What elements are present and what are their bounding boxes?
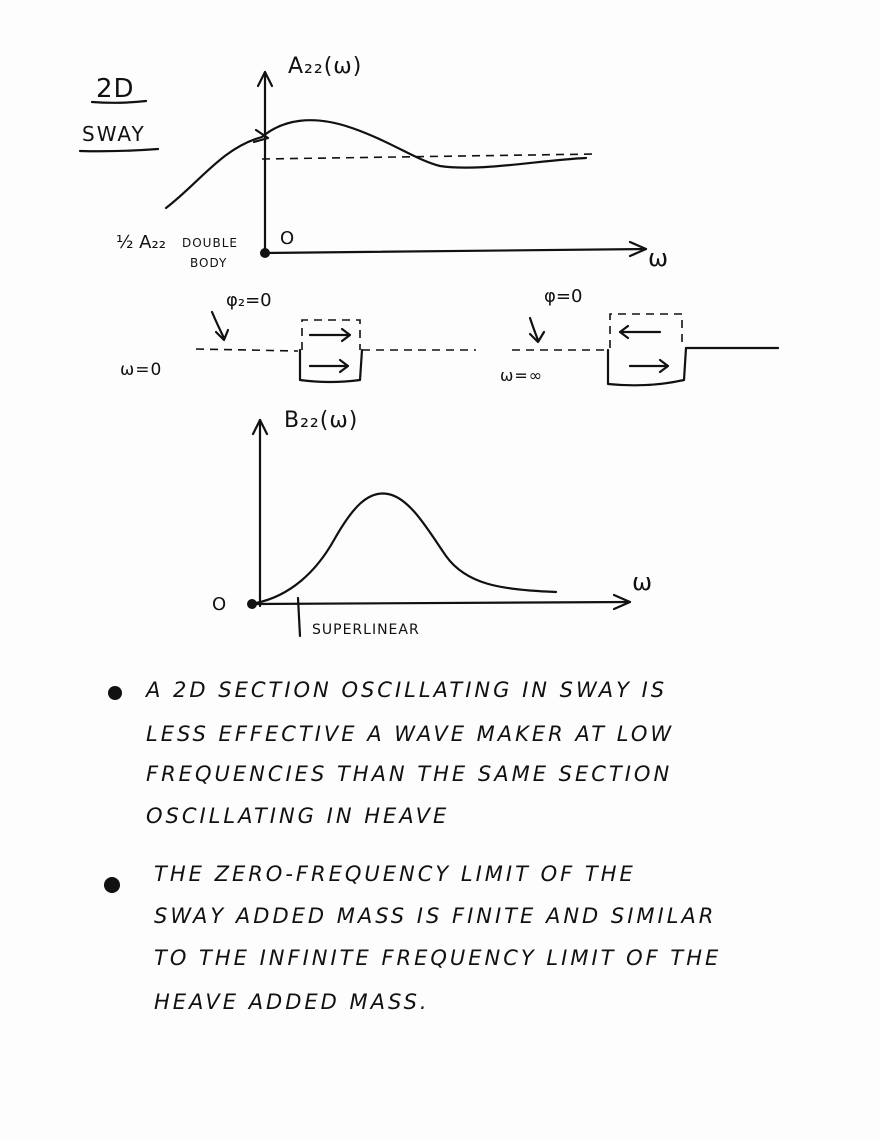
bullet-1-line-2: LESS EFFECTIVE A WAVE MAKER AT LOW xyxy=(146,722,675,746)
plot-a-origin: O xyxy=(280,228,295,249)
page-title: 2D xyxy=(96,74,135,104)
page-subtitle: SWAY xyxy=(82,122,146,146)
added-mass-plot xyxy=(166,72,646,258)
plot-b-x-axis xyxy=(250,602,630,604)
pointer-left xyxy=(212,312,228,340)
pointer-right xyxy=(530,318,544,342)
body-sketch-low-frequency xyxy=(196,312,476,382)
superlinear-label: SUPERLINEAR xyxy=(312,622,420,638)
subtitle-underline xyxy=(80,149,158,151)
left-phi-label: φ₂=0 xyxy=(226,290,272,311)
left-omega-label: ω=0 xyxy=(120,360,163,380)
plot-a-xlabel: ω xyxy=(648,244,669,272)
right-phi-label: φ=0 xyxy=(544,286,583,307)
double-body-sub2: BODY xyxy=(190,256,228,270)
damping-plot xyxy=(247,420,630,636)
body-sketch-high-frequency xyxy=(512,314,778,385)
plot-b-origin-dot xyxy=(247,599,257,609)
plot-b-ylabel: B₂₂(ω) xyxy=(284,408,359,433)
arrow-lower-right xyxy=(630,360,668,372)
bullet-1-line-1: A 2D SECTION OSCILLATING IN SWAY IS xyxy=(146,678,668,702)
right-omega-label: ω=∞ xyxy=(500,366,544,385)
bullet-1-line-3: FREQUENCIES THAN THE SAME SECTION xyxy=(146,762,673,786)
arrow-upper-left xyxy=(310,329,350,341)
plot-a-curve xyxy=(166,120,586,208)
bullet-2-line-4: HEAVE ADDED MASS. xyxy=(154,990,430,1014)
double-body-label: ½ A₂₂ xyxy=(116,232,166,253)
plot-a-ylabel: A₂₂(ω) xyxy=(288,54,363,79)
plot-b-origin: O xyxy=(212,594,227,615)
plot-a-asymptote xyxy=(262,154,596,159)
bullet-2-line-2: SWAY ADDED MASS IS FINITE AND SIMILAR xyxy=(154,904,717,928)
plot-a-origin-dot xyxy=(260,248,270,258)
plot-b-curve xyxy=(256,493,556,603)
plot-b-xlabel: ω xyxy=(632,568,653,596)
bullet-dot-1 xyxy=(108,686,122,700)
title-underline xyxy=(92,101,146,103)
free-surface-left xyxy=(196,349,298,351)
bullet-dot-2 xyxy=(104,877,120,893)
bullet-1-line-4: OSCILLATING IN HEAVE xyxy=(146,804,450,828)
double-body-sub1: DOUBLE xyxy=(182,236,238,250)
plot-a-x-axis xyxy=(265,249,646,253)
bullet-2-line-3: TO THE INFINITE FREQUENCY LIMIT OF THE xyxy=(154,946,722,970)
arrow-upper-right xyxy=(620,326,660,338)
bullet-2-line-1: THE ZERO-FREQUENCY LIMIT OF THE xyxy=(154,862,636,886)
arrow-lower-left xyxy=(310,360,348,372)
